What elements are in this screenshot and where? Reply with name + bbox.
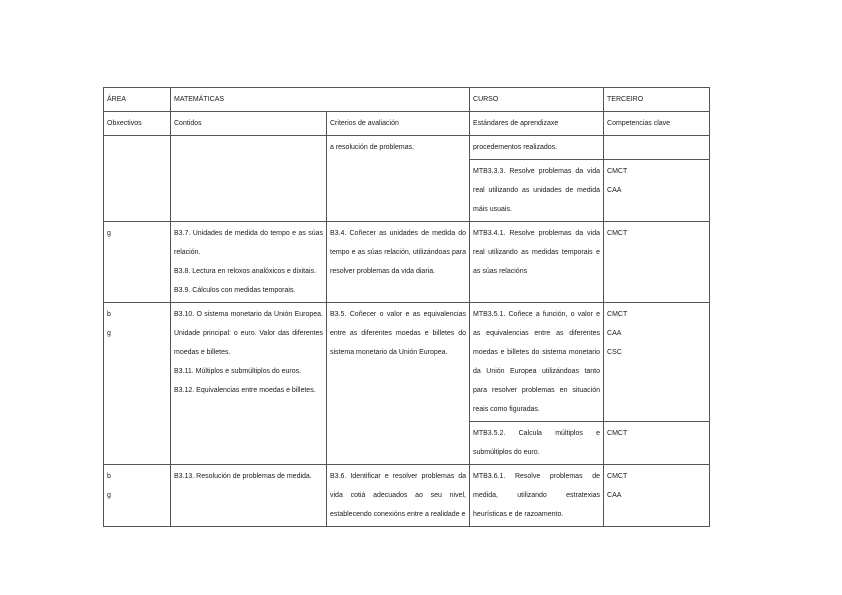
- objectivo: g: [107, 230, 111, 237]
- contidos-cell: [171, 136, 327, 222]
- competencia: CAA: [607, 492, 622, 499]
- criterio-cell: B3.4. Coñecer as unidades de medida do tempo e as súas relación, utilizándoas para resolver problemas da vida diaria.: [327, 222, 470, 303]
- contido: B3.11. Múltiplos e submúltiplos do euros.: [174, 368, 302, 375]
- competencias-cell: [604, 422, 710, 465]
- curriculum-table: [103, 87, 710, 527]
- contido: B3.10. O sistema monetario da Unión Europea. Unidade principal: o euro. Valor das diferentes moedas e billetes.: [174, 311, 323, 356]
- competencia: CAA: [607, 330, 622, 337]
- col-competencias: Competencias clave: [604, 112, 710, 136]
- competencias-cell: [604, 303, 710, 422]
- estandar-cell: MTB3.6.1. Resolve problemas de medida, utilizando estratexias heurísticas e de razoamento.: [470, 465, 604, 527]
- competencias-cell: [604, 465, 710, 527]
- objectivos-cell: [104, 465, 171, 527]
- column-header-row: [104, 112, 710, 136]
- contido: B3.12. Equivalencias entre moedas e billetes.: [174, 387, 316, 394]
- table-row: [104, 465, 710, 527]
- competencias-cell: [604, 160, 710, 222]
- objectivo: g: [107, 330, 111, 337]
- objectivos-cell: [104, 222, 171, 303]
- competencia: CMCT: [607, 473, 628, 480]
- objectivos-cell: [104, 136, 171, 222]
- competencias-cell: [604, 136, 710, 160]
- col-criterios: Criterios de avaliación: [327, 112, 470, 136]
- col-objectivos: Obxectivos: [104, 112, 171, 136]
- estandar-cell: MTB3.4.1. Resolve problemas da vida real utilizando as medidas temporais e as súas relacións: [470, 222, 604, 303]
- curso-value: TERCEIRO: [604, 88, 710, 112]
- competencia: CMCT: [607, 168, 628, 175]
- curso-label: CURSO: [470, 88, 604, 112]
- competencias-cell: [604, 222, 710, 303]
- estandar-cell: MTB3.5.1. Coñece a función, o valor e as equivalencias entre as diferentes moedas e billetes do sistema monetario da Unión Europea utilizándoas tanto para resolver problemas en situación reais como figuradas.: [470, 303, 604, 422]
- criterio-cell: a resolución de problemas.: [327, 136, 470, 222]
- criterio-cell: B3.6. Identificar e resolver problemas da vida cotiá adecuados ao seu nivel, establecendo conexións entre a realidade e: [327, 465, 470, 527]
- contido: B3.9. Cálculos con medidas temporais.: [174, 287, 296, 294]
- area-label: ÁREA: [104, 88, 171, 112]
- estandar-cell: MTB3.5.2. Calcula múltiplos e submúltiplos do euro.: [470, 422, 604, 465]
- competencia: CAA: [607, 187, 622, 194]
- objectivos-cell: [104, 303, 171, 465]
- area-value: MATEMÁTICAS: [171, 88, 470, 112]
- contidos-cell: [171, 465, 327, 527]
- competencia: CMCT: [607, 311, 628, 318]
- competencia: CMCT: [607, 430, 628, 437]
- col-contidos: Contidos: [171, 112, 327, 136]
- contidos-cell: [171, 222, 327, 303]
- table-row: [104, 303, 710, 422]
- estandar-cell: procedementos realizados.: [470, 136, 604, 160]
- competencia: CMCT: [607, 230, 628, 237]
- objectivo: g: [107, 492, 111, 499]
- criterio-cell: B3.5. Coñecer o valor e as equivalencias entre as diferentes moedas e billetes do sistema monetario da Unión Europea.: [327, 303, 470, 465]
- table-row: [104, 136, 710, 160]
- contido: B3.13. Resolución de problemas de medida.: [174, 473, 312, 480]
- contidos-cell: [171, 303, 327, 465]
- objectivo: b: [107, 473, 111, 480]
- objectivo: b: [107, 311, 111, 318]
- competencia: CSC: [607, 349, 622, 356]
- contido: B3.8. Lectura en reloxos analóxicos e dixitais.: [174, 268, 317, 275]
- col-estandares: Estándares de aprendizaxe: [470, 112, 604, 136]
- contido: B3.7. Unidades de medida do tempo e as súas relación.: [174, 230, 323, 256]
- estandar-cell: MTB3.3.3. Resolve problemas da vida real utilizando as unidades de medida máis usuais.: [470, 160, 604, 222]
- header-row: [104, 88, 710, 112]
- table-row: [104, 222, 710, 303]
